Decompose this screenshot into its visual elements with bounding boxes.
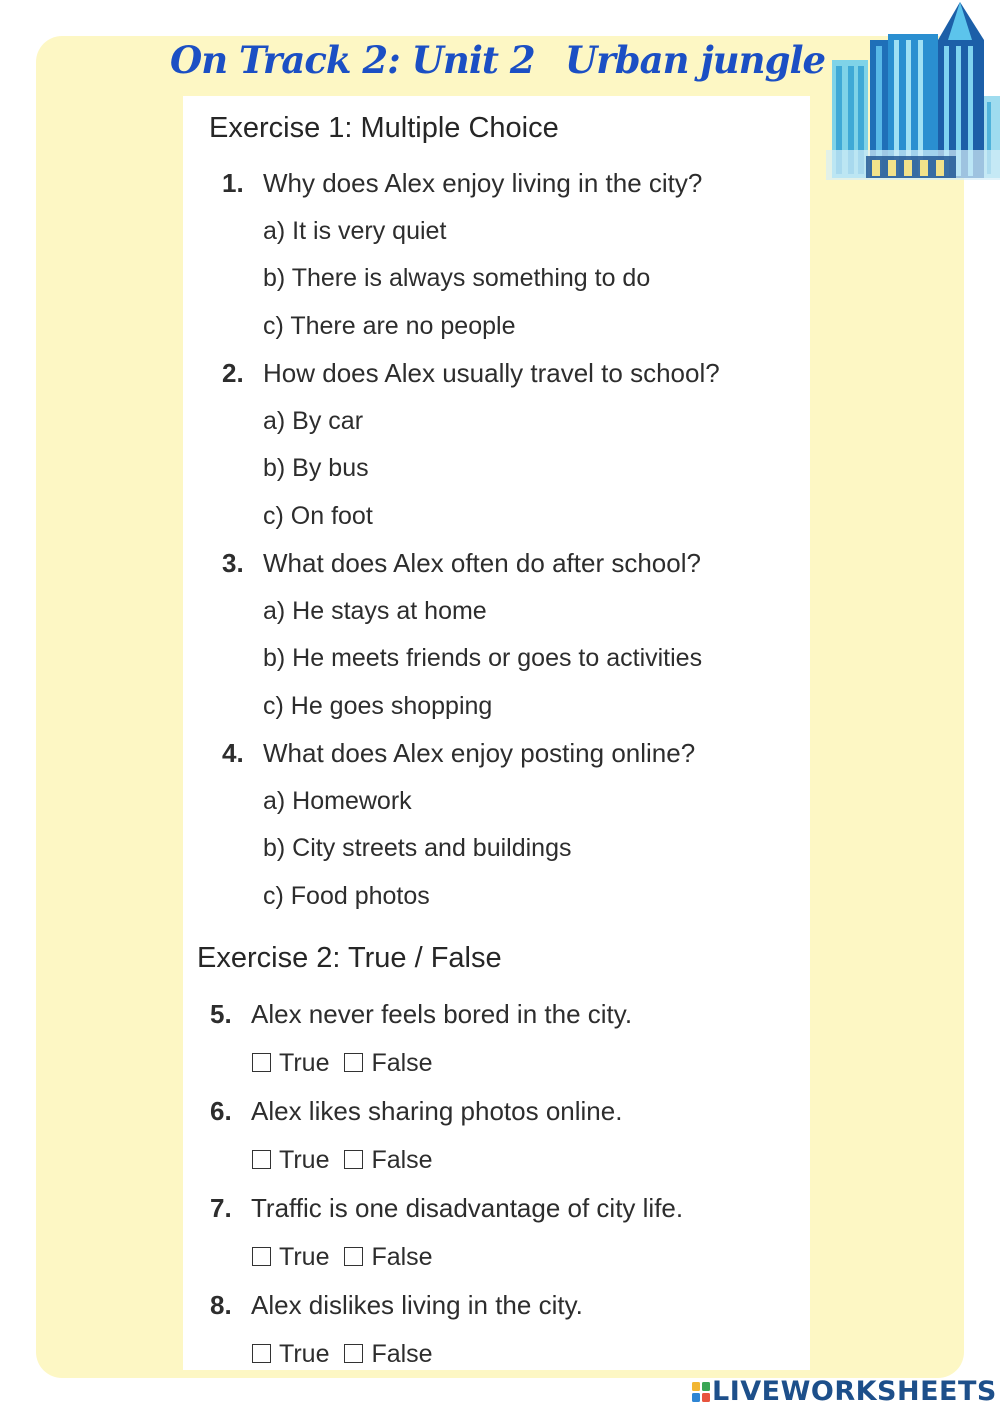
- option-4a[interactable]: a) Homework: [263, 787, 412, 815]
- topic-title: Urban jungle: [565, 38, 826, 82]
- true-false-choice-8: [252, 1340, 433, 1369]
- option-1a[interactable]: a) It is very quiet: [263, 217, 447, 245]
- exercise-1-title: Exercise 1: Multiple Choice: [209, 112, 559, 144]
- true-label: True: [279, 1243, 330, 1271]
- question-number: 4.: [222, 738, 244, 768]
- option-1b[interactable]: b) There is always something to do: [263, 264, 651, 292]
- statement-text: Alex dislikes living in the city.: [251, 1290, 583, 1320]
- question-number: 3.: [222, 548, 244, 578]
- question-number: 6.: [210, 1096, 232, 1126]
- true-label: True: [279, 1340, 330, 1368]
- statement-text: Alex never feels bored in the city.: [251, 999, 633, 1029]
- question-number: 5.: [210, 999, 232, 1029]
- unit-title: On Track 2: Unit 2: [170, 38, 535, 82]
- false-label: False: [371, 1243, 433, 1271]
- false-label: False: [371, 1340, 433, 1368]
- false-checkbox[interactable]: [344, 1053, 363, 1072]
- statement-text: Alex likes sharing photos online.: [251, 1096, 623, 1126]
- false-label: False: [371, 1049, 433, 1077]
- false-label: False: [371, 1146, 433, 1174]
- liveworksheets-logo-icon: [692, 1382, 710, 1402]
- question-number: 1.: [222, 168, 244, 198]
- true-checkbox[interactable]: [252, 1247, 271, 1266]
- option-2a[interactable]: a) By car: [263, 407, 364, 435]
- true-false-choice-6: [252, 1146, 433, 1175]
- option-4c[interactable]: c) Food photos: [263, 882, 430, 910]
- false-checkbox[interactable]: [344, 1344, 363, 1363]
- city-skyline-illustration: [826, 0, 1000, 180]
- option-2b[interactable]: b) By bus: [263, 454, 369, 482]
- true-false-choice-7: [252, 1243, 433, 1272]
- true-label: True: [279, 1049, 330, 1077]
- true-checkbox[interactable]: [252, 1150, 271, 1169]
- true-checkbox[interactable]: [252, 1053, 271, 1072]
- option-1c[interactable]: c) There are no people: [263, 312, 516, 340]
- statement-text: Traffic is one disadvantage of city life.: [251, 1193, 684, 1223]
- brand-name: LIVEWORKSHEETS: [712, 1376, 997, 1407]
- option-3b[interactable]: b) He meets friends or goes to activities: [263, 644, 703, 672]
- question-text: What does Alex often do after school?: [263, 548, 701, 578]
- false-checkbox[interactable]: [344, 1150, 363, 1169]
- option-3c[interactable]: c) He goes shopping: [263, 692, 493, 720]
- exercise-2-title: Exercise 2: True / False: [197, 942, 502, 974]
- false-checkbox[interactable]: [344, 1247, 363, 1266]
- true-label: True: [279, 1146, 330, 1174]
- option-4b[interactable]: b) City streets and buildings: [263, 834, 572, 862]
- true-checkbox[interactable]: [252, 1344, 271, 1363]
- question-number: 2.: [222, 358, 244, 388]
- question-text: What does Alex enjoy posting online?: [263, 738, 696, 768]
- question-text: How does Alex usually travel to school?: [263, 358, 720, 388]
- question-number: 7.: [210, 1193, 232, 1223]
- question-text: Why does Alex enjoy living in the city?: [263, 168, 703, 198]
- option-2c[interactable]: c) On foot: [263, 502, 373, 530]
- option-3a[interactable]: a) He stays at home: [263, 597, 487, 625]
- true-false-choice-5: [252, 1049, 433, 1078]
- question-number: 8.: [210, 1290, 232, 1320]
